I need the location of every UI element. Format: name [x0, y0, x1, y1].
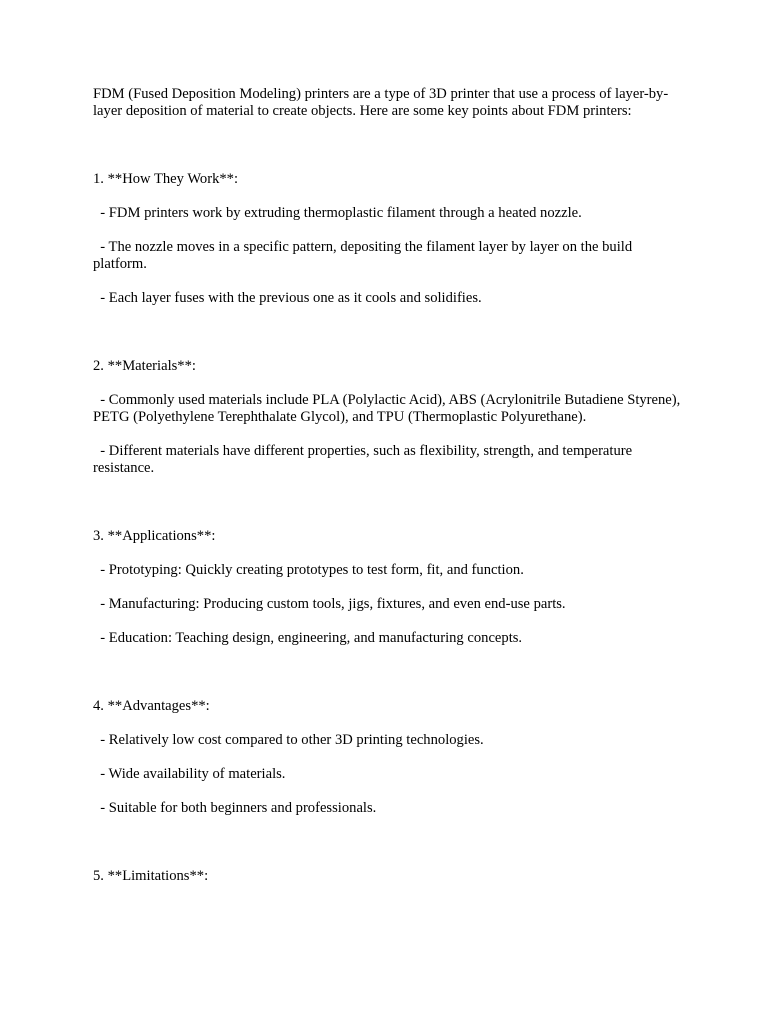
bullet-item: - Different materials have different properties, such as flexibility, strength, and temperature resistance.	[93, 443, 636, 476]
bullet-item: - Wide availability of materials.	[93, 766, 286, 782]
section-heading: 3. **Applications**:	[93, 528, 216, 544]
sections-container	[93, 171, 683, 885]
intro-paragraph: FDM (Fused Deposition Modeling) printers are a type of 3D printer that use a process of layer-by-layer deposition of material to create objects. Here are some key points about FDM printers:	[93, 86, 669, 119]
bullet-item: - FDM printers work by extruding thermoplastic filament through a heated nozzle.	[93, 205, 582, 221]
bullet-item: - Relatively low cost compared to other 3D printing technologies.	[93, 732, 484, 748]
bullet-item: - Each layer fuses with the previous one as it cools and solidifies.	[93, 290, 482, 306]
bullet-item: - Prototyping: Quickly creating prototypes to test form, fit, and function.	[93, 562, 524, 578]
section-heading: 4. **Advantages**:	[93, 698, 210, 714]
document-body	[93, 86, 683, 885]
bullet-item: - Suitable for both beginners and professionals.	[93, 800, 377, 816]
section-heading: 5. **Limitations**:	[93, 868, 209, 884]
bullet-item: - Education: Teaching design, engineering, and manufacturing concepts.	[93, 630, 523, 646]
bullet-item: - The nozzle moves in a specific pattern, depositing the filament layer by layer on the build platform.	[93, 239, 636, 272]
section-heading: 1. **How They Work**:	[93, 171, 239, 187]
bullet-item: - Commonly used materials include PLA (Polylactic Acid), ABS (Acrylonitrile Butadiene Styrene), PETG (Polyethylene Terephthalate Glycol), and TPU (Thermoplastic Polyurethane).	[93, 392, 684, 425]
section-heading: 2. **Materials**:	[93, 358, 196, 374]
bullet-item: - Manufacturing: Producing custom tools, jigs, fixtures, and even end-use parts.	[93, 596, 566, 612]
